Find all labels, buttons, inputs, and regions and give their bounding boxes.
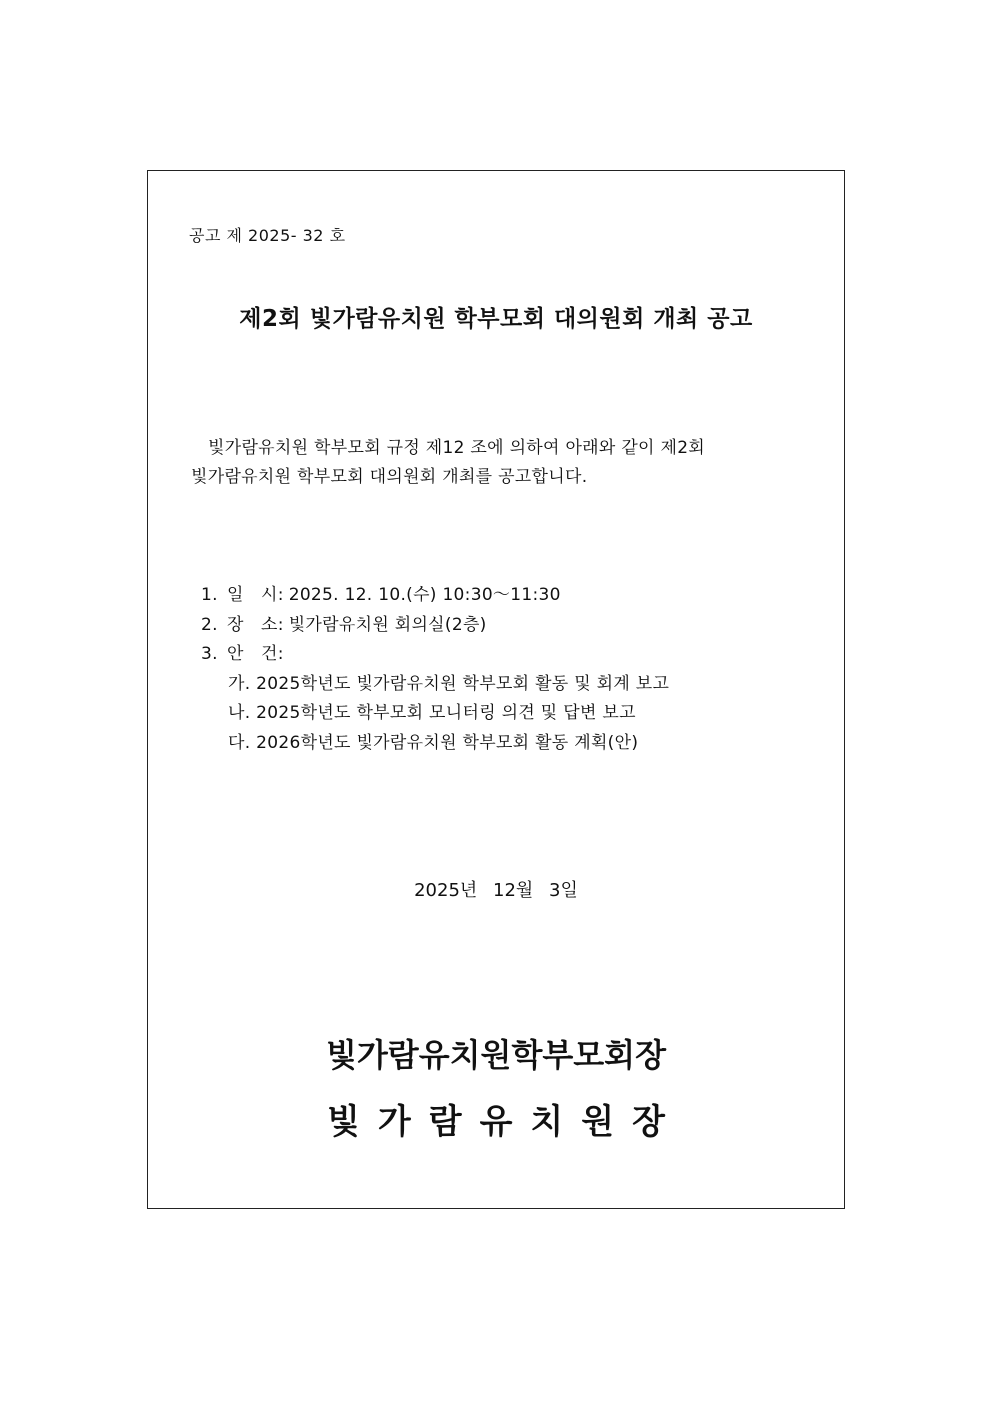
detail-value: 2025. 12. 10.(수) 10:30～11:30 bbox=[283, 585, 561, 605]
intro-paragraph bbox=[191, 434, 791, 492]
signer-kindergarten-director: 빛가람유치원장 bbox=[327, 1102, 683, 1142]
detail-number: 3. bbox=[201, 644, 218, 664]
detail-value: 빛가람유치원 회의실(2층) bbox=[283, 614, 487, 635]
notice-number: 공고 제 2025- 32 호 bbox=[189, 226, 346, 245]
agenda-item: 나. 2025학년도 학부모회 모니터링 의견 및 답변 보고 bbox=[228, 703, 636, 723]
intro-line-1: 빛가람유치원 학부모회 규정 제12 조에 의하여 아래와 같이 제2회 bbox=[208, 438, 706, 458]
issue-date: 2025년 12월 3일 bbox=[414, 880, 578, 901]
agenda-item: 가. 2025학년도 빛가람유치원 학부모회 활동 및 회계 보고 bbox=[228, 673, 670, 694]
intro-line-2: 빛가람유치원 학부모회 대의원회 개최를 공고합니다. bbox=[191, 467, 588, 487]
document-title: 제2회 빛가람유치원 학부모회 대의원회 개최 공고 bbox=[239, 306, 753, 332]
agenda-item: 다. 2026학년도 빛가람유치원 학부모회 활동 계획(안) bbox=[228, 732, 639, 753]
detail-row-agenda bbox=[201, 640, 669, 670]
detail-label: 장 소: bbox=[227, 614, 284, 635]
detail-number: 2. bbox=[201, 614, 218, 635]
detail-row-location bbox=[201, 611, 669, 641]
detail-row-datetime bbox=[201, 581, 669, 611]
meeting-details bbox=[201, 581, 669, 758]
detail-number: 1. bbox=[201, 585, 218, 605]
detail-label: 안 건: bbox=[227, 644, 284, 664]
detail-label: 일 시: bbox=[227, 585, 284, 605]
signer-parent-association-head: 빛가람유치원학부모회장 bbox=[325, 1036, 667, 1074]
